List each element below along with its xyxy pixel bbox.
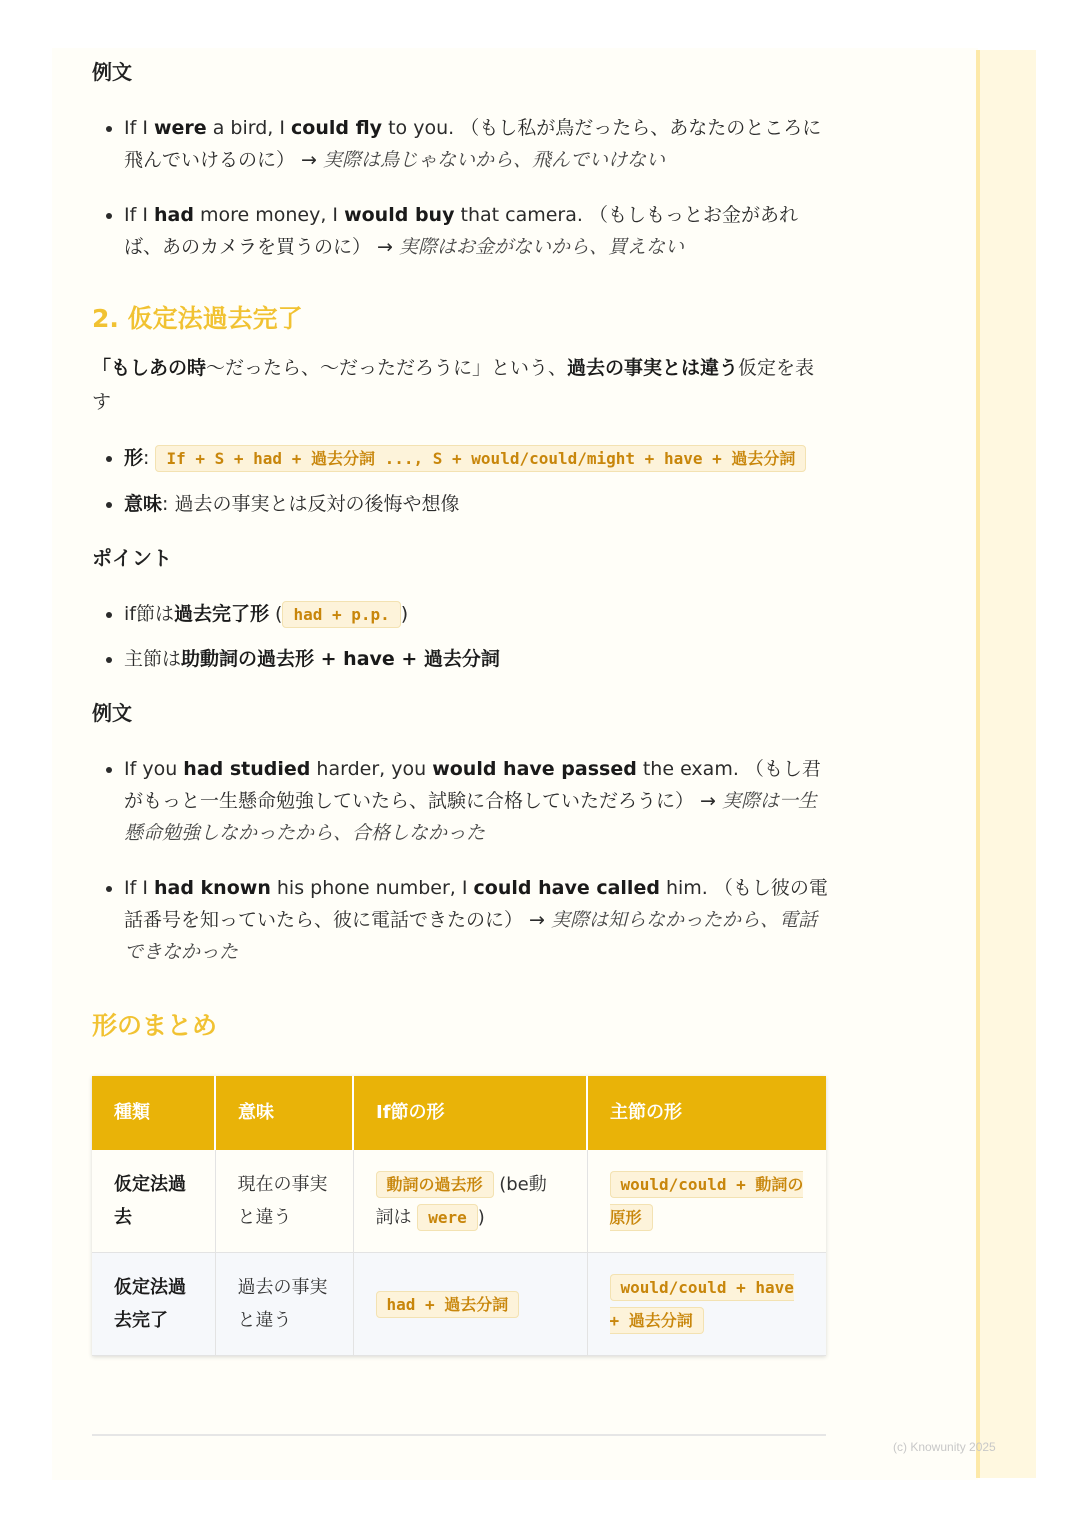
cell-type: 仮定法過去 (92, 1150, 215, 1253)
document-content (92, 52, 828, 1356)
cell-main-form: would/could + 動詞の原形 (587, 1150, 826, 1253)
example-note: 実際は鳥じゃないから、飛んでいけない (323, 149, 666, 171)
copyright-footer: (c) Knowunity 2025 (893, 1440, 996, 1454)
section-title: 2. 仮定法過去完了 (92, 304, 303, 333)
cell-if-form: 動詞の過去形 (be動詞は were ) (353, 1150, 587, 1253)
table-row (92, 1253, 826, 1356)
header-if-clause: If節の形 (353, 1076, 587, 1150)
form-code: If + S + had + 過去分詞 ..., S + would/could/might + have + 過去分詞 (155, 445, 806, 472)
cell-main-form: would/could + have + 過去分詞 (587, 1253, 826, 1356)
sidebar-strip (976, 50, 1036, 1478)
example-list-1 (92, 112, 828, 263)
points-list (92, 598, 828, 675)
example-heading-2: 例文 (92, 701, 132, 725)
form-item: • 形: If + S + had + 過去分詞 ..., S + would/could/might + have + 過去分詞 (124, 441, 828, 476)
example-item: • If I had known his phone number, I could have called him. （もし彼の電話番号を知っていたら、彼に電話できたのに） → 実際は知らなかったから、電話できなかった (124, 872, 828, 968)
point-code: had + p.p. (282, 601, 400, 628)
example-note: 実際はお金がないから、買えない (399, 236, 685, 258)
cell-meaning: 現在の事実と違う (215, 1150, 353, 1253)
point-item: • 主節は助動詞の過去形 + have + 過去分詞 (124, 643, 828, 675)
cell-type: 仮定法過去完了 (92, 1253, 215, 1356)
summary-title: 形のまとめ (92, 1011, 218, 1040)
summary-table (92, 1076, 826, 1356)
cell-if-form: had + 過去分詞 (353, 1253, 587, 1356)
cell-meaning: 過去の事実と違う (215, 1253, 353, 1356)
header-meaning: 意味 (215, 1076, 353, 1150)
table-row (92, 1150, 826, 1253)
section-intro: 「もしあの時〜だったら、〜だっただろうに」という、過去の事実とは違う仮定を表す (92, 357, 815, 413)
table-header-row (92, 1076, 826, 1150)
example-list-2 (92, 753, 828, 968)
point-item: • if節は過去完了形 ( had + p.p. ) (124, 598, 828, 631)
meaning-item: • 意味: 過去の事実とは反対の後悔や想像 (124, 488, 828, 520)
example-note: 実際は一生懸命勉強しなかったから、合格しなかった (124, 790, 818, 844)
definition-list (92, 441, 828, 520)
example-item: • If I had more money, I would buy that camera. （もしもっとお金があれば、あのカメラを買うのに） → 実際はお金がないから、買えない (124, 199, 828, 263)
example-heading-1: 例文 (92, 60, 132, 84)
example-item: • If I were a bird, I could fly to you. （もし私が鳥だったら、あなたのところに飛んでいけるのに） → 実際は鳥じゃないから、飛んでいけない (124, 112, 828, 176)
example-item: • If you had studied harder, you would have passed the exam. （もし君がもっと一生懸命勉強していたら、試験に合格していただろうに） → 実際は一生懸命勉強しなかったから、合格しなかった (124, 753, 828, 849)
points-heading: ポイント (92, 546, 172, 570)
header-type: 種類 (92, 1076, 215, 1150)
example-note: 実際は知らなかったから、電話できなかった (124, 909, 818, 963)
bottom-divider (92, 1434, 826, 1436)
header-main-clause: 主節の形 (587, 1076, 826, 1150)
